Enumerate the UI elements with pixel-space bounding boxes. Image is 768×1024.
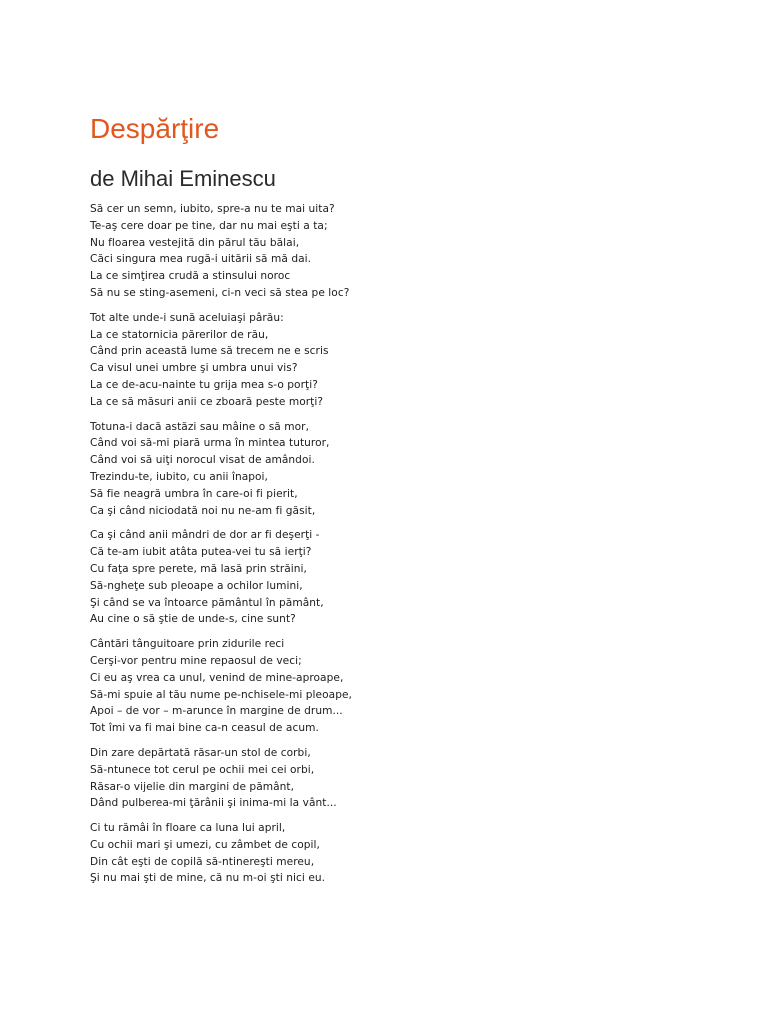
poem-author: de Mihai Eminescu (90, 166, 276, 191)
stanza (90, 527, 710, 628)
poem-line: Ca şi când niciodată noi nu ne-am fi găsit, (90, 504, 316, 517)
poem-line: Dând pulberea-mi ţărânii şi inima-mi la vânt... (90, 797, 337, 810)
poem-line: Să-ngheţe sub pleoape a ochilor lumini, (90, 579, 303, 592)
poem-line: Ca şi când anii mândri de dor ar fi deşerţi - (90, 529, 320, 542)
poem-line: La ce să măsuri anii ce zboară peste morţi? (90, 395, 324, 408)
poem-line: Au cine o să ştie de unde-s, cine sunt? (90, 613, 296, 626)
stanza (90, 310, 710, 411)
poem-line: Cântări tânguitoare prin zidurile reci (90, 638, 285, 651)
poem-line: Că te-am iubit atâta putea-vei tu să ierţi? (90, 546, 312, 559)
poem-line: Din zare depărtată răsar-un stol de corbi, (90, 746, 311, 759)
poem-line: Să cer un semn, iubito, spre-a nu te mai uita? (90, 203, 335, 215)
poem-line: Să-ntunece tot cerul pe ochii mei cei orbi, (90, 763, 315, 776)
stanza (90, 419, 710, 520)
stanza (90, 201, 710, 302)
poem-line: Ci tu rămâi în floare ca luna lui april, (90, 822, 286, 835)
poem-line: Cu ochii mari şi umezi, cu zâmbet de copil, (90, 838, 320, 851)
poem-line: Ca visul unei umbre şi umbra unui vis? (90, 362, 298, 375)
poem-line: Apoi – de vor – m-arunce în margine de drum... (90, 705, 343, 718)
poem-line: Răsar-o vijelie din margini de pământ, (90, 780, 295, 793)
stanza (90, 745, 710, 812)
poem-line: Ci eu aş vrea ca unul, venind de mine-aproape, (90, 671, 344, 684)
poem-line: Trezindu-te, iubito, cu anii înapoi, (90, 470, 268, 483)
poem-line: La ce simţirea crudă a stinsului noroc (90, 270, 291, 283)
poem-line: Când voi să uiţi norocul visat de amândoi. (90, 454, 315, 467)
poem-body (90, 201, 710, 895)
poem-line: Tot alte unde-i sună aceluiaşi pârău: (90, 311, 284, 324)
poem-title: Despărţire (90, 113, 220, 144)
poem-line: Tot îmi va fi mai bine ca-n ceasul de acum. (90, 722, 319, 735)
poem-line: Cerşi-vor pentru mine repaosul de veci; (90, 654, 302, 667)
poem-line: Nu floarea vestejită din părul tău bălai, (90, 236, 300, 249)
stanza (90, 636, 710, 737)
stanza (90, 820, 710, 887)
poem-line: Te-aş cere doar pe tine, dar nu mai eşti a ta; (90, 219, 328, 232)
poem-line: Să-mi spuie al tău nume pe-nchisele-mi pleoape, (90, 688, 352, 701)
poem-line: La ce de-acu-nainte tu grija mea s-o porţi? (90, 378, 318, 391)
poem-line: Totuna-i dacă astăzi sau mâine o să mor, (90, 420, 309, 433)
poem-line: Din cât eşti de copilă să-ntinereşti mereu, (90, 855, 315, 868)
poem-line: Şi când se va întoarce pământul în pământ, (90, 596, 324, 609)
poem-line: Când prin această lume să trecem ne e scris (90, 345, 329, 358)
poem-line: Căci singura mea rugă-i uitării să mă dai. (90, 253, 312, 266)
poem-line: Să fie neagră umbra în care-oi fi pierit, (90, 487, 298, 500)
poem-line: La ce statornicia părerilor de rău, (90, 328, 269, 341)
poem-line: Când voi să-mi piară urma în mintea tuturor, (90, 437, 330, 450)
poem-line: Cu faţa spre perete, mă lasă prin străini, (90, 562, 307, 575)
poem-line: Să nu se sting-asemeni, ci-n veci să stea pe loc? (90, 286, 350, 299)
poem-line: Şi nu mai şti de mine, că nu m-oi şti nici eu. (90, 872, 326, 885)
